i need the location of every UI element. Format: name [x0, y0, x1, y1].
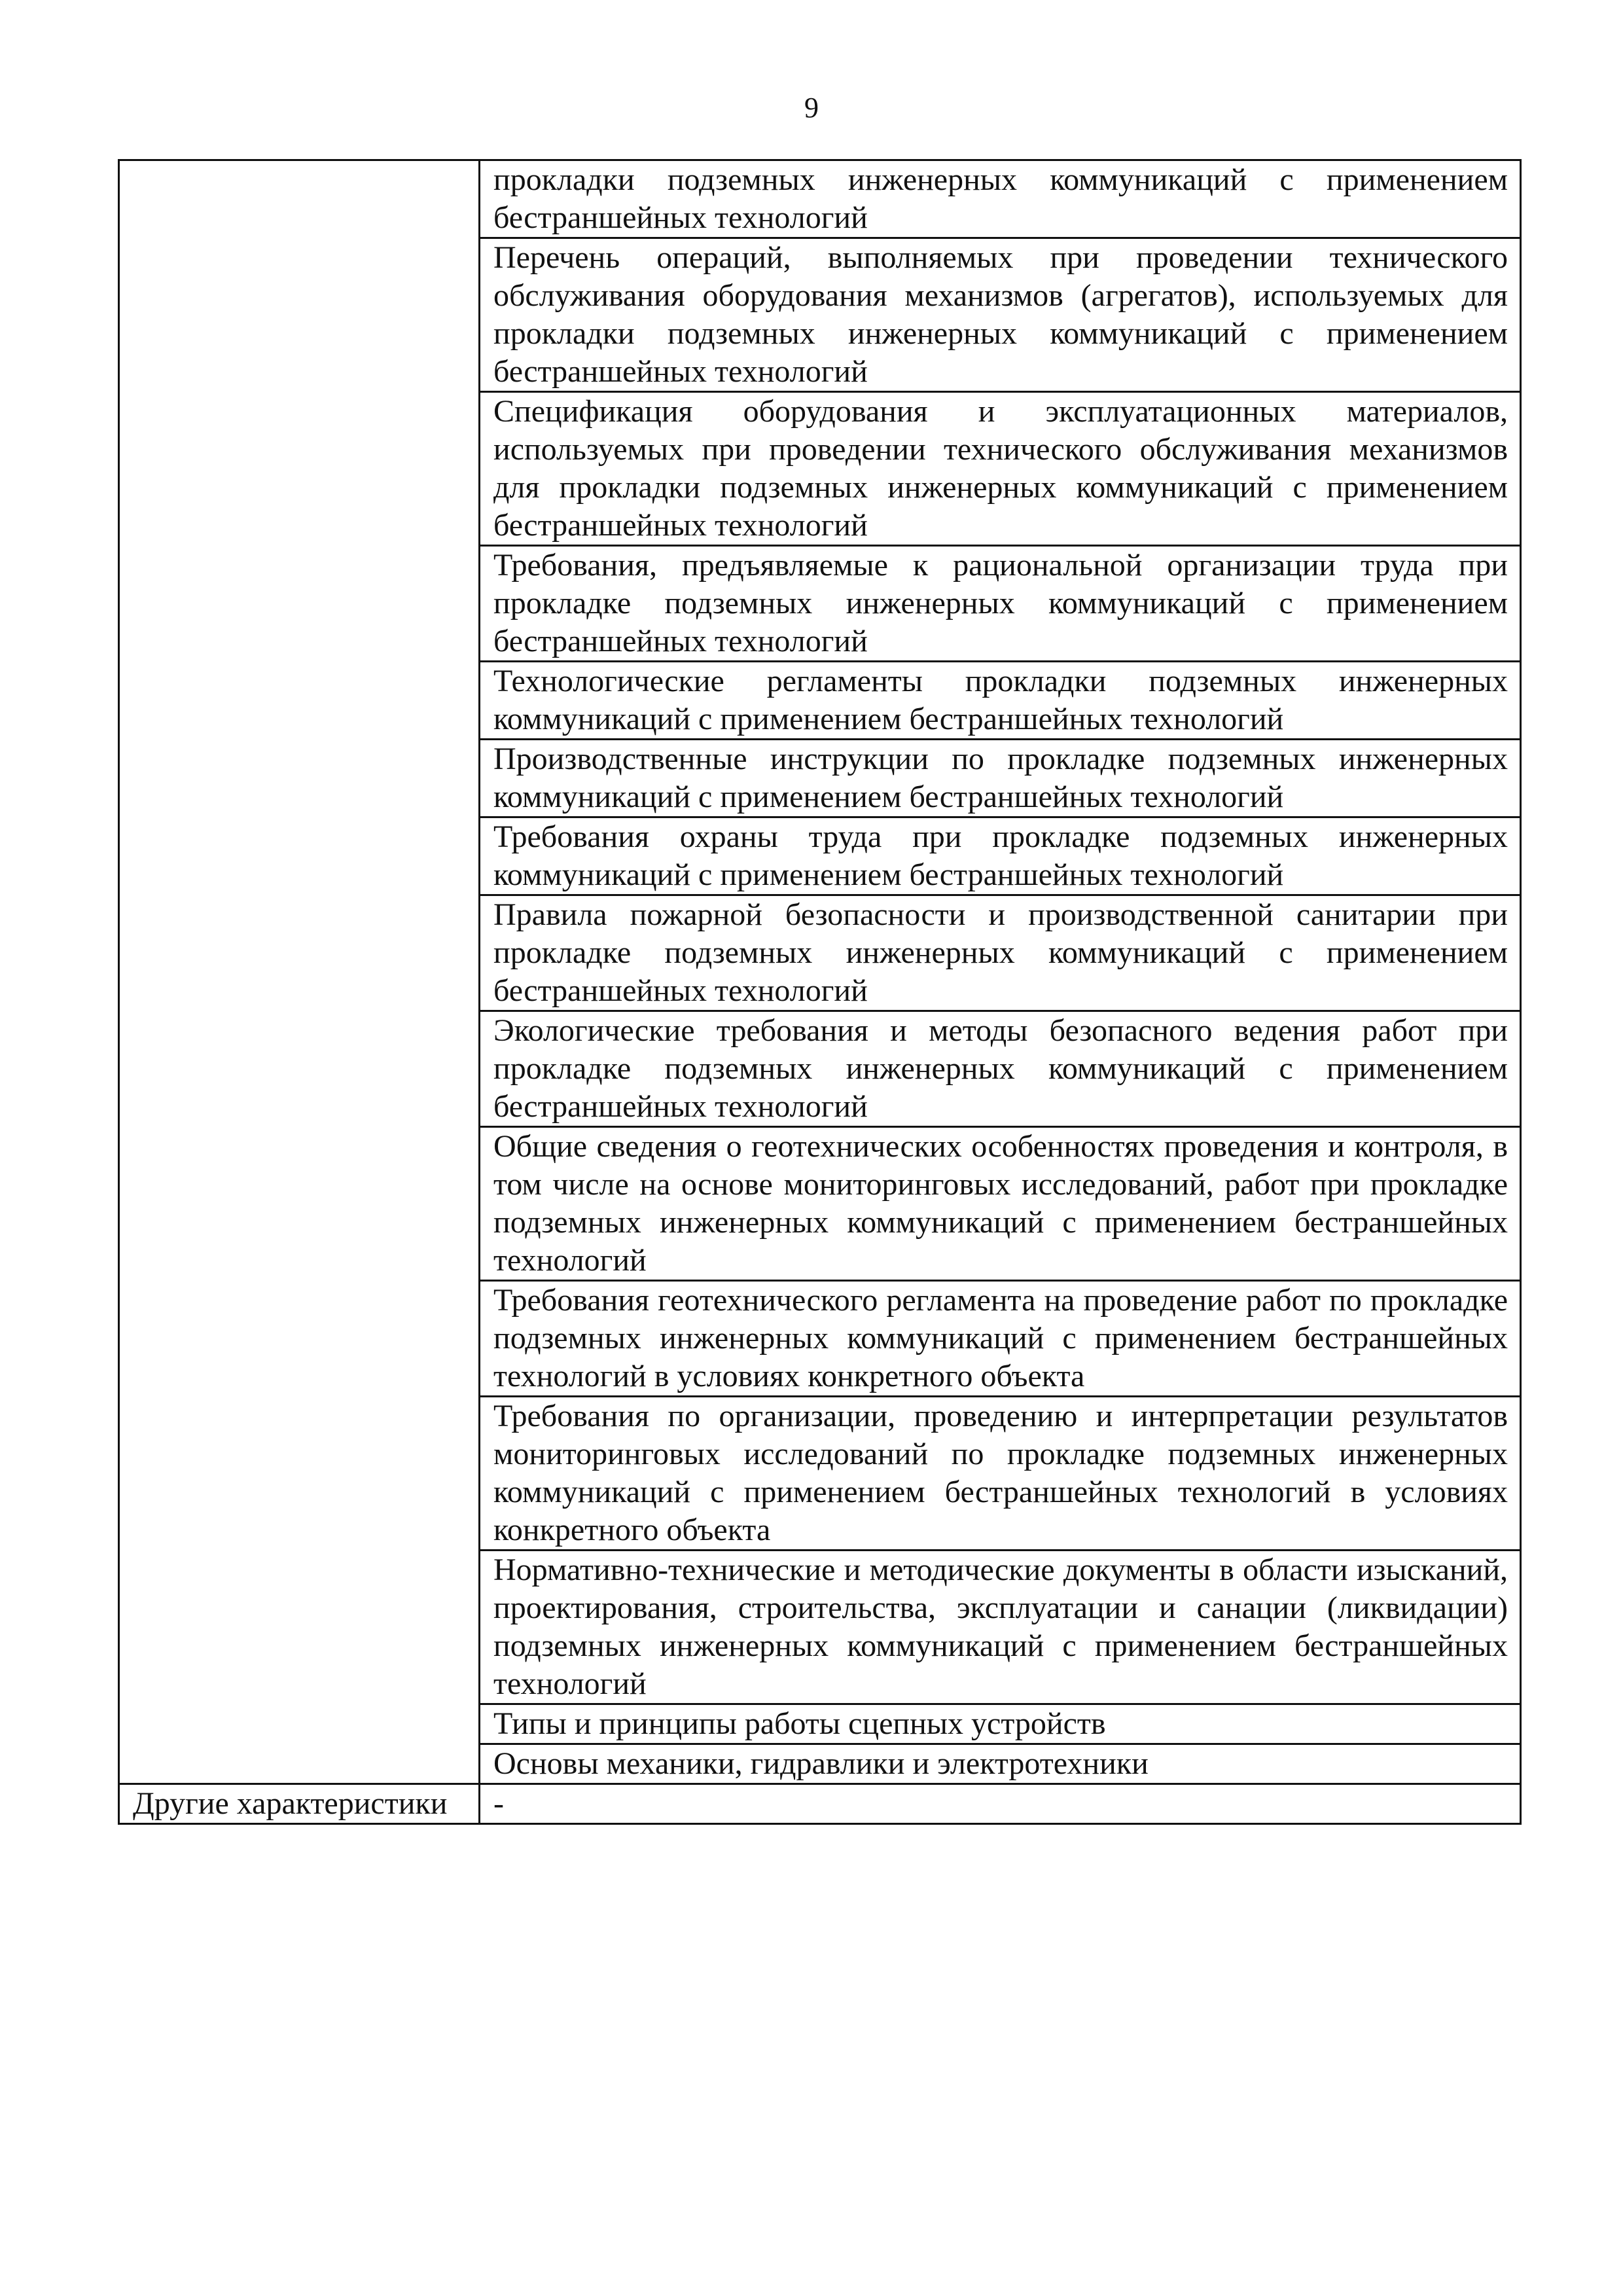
other-characteristics-value: -: [480, 1784, 1521, 1824]
table-cell: Требования геотехнического регламента на проведение работ по прокладке подземных инженерных коммуникаций с применением бестраншейных технологий в условиях конкретного объекта: [480, 1281, 1521, 1397]
table-cell: Экологические требования и методы безопасного ведения работ при прокладке подземных инженерных коммуникаций с применением бестраншейных технологий: [480, 1011, 1521, 1127]
table-cell: Производственные инструкции по прокладке подземных инженерных коммуникаций с применением бестраншейных технологий: [480, 740, 1521, 817]
knowledge-label-cell: [119, 160, 480, 1784]
table-cell: Типы и принципы работы сцепных устройств: [480, 1704, 1521, 1744]
table-row: [119, 160, 1521, 238]
table-cell: Спецификация оборудования и эксплуатационных материалов, используемых при проведении технического обслуживания механизмов для прокладки подземных инженерных коммуникаций с применением бестраншейных технологий: [480, 392, 1521, 546]
other-characteristics-label: Другие характеристики: [119, 1784, 480, 1824]
table-cell: Технологические регламенты прокладки подземных инженерных коммуникаций с применением бестраншейных технологий: [480, 662, 1521, 740]
page-number: 9: [804, 92, 819, 124]
table-cell: Нормативно-технические и методические документы в области изысканий, проектирования, строительства, эксплуатации и санации (ликвидации) подземных инженерных коммуникаций с применением бестраншейных технологий: [480, 1551, 1521, 1704]
table-cell: Общие сведения о геотехнических особенностях проведения и контроля, в том числе на основе мониторинговых исследований, работ при прокладке подземных инженерных коммуникаций с применением бестраншейных технологий: [480, 1127, 1521, 1281]
table-row: [119, 1784, 1521, 1824]
table-cell: Требования охраны труда при прокладке подземных инженерных коммуникаций с применением бестраншейных технологий: [480, 817, 1521, 895]
table-cell: прокладки подземных инженерных коммуникаций с применением бестраншейных технологий: [480, 160, 1521, 238]
table-cell: Требования, предъявляемые к рациональной организации труда при прокладке подземных инженерных коммуникаций с применением бестраншейных технологий: [480, 546, 1521, 662]
table-cell: Перечень операций, выполняемых при проведении технического обслуживания оборудования механизмов (агрегатов), используемых для прокладки подземных инженерных коммуникаций с применением бестраншейных технологий: [480, 238, 1521, 392]
table-cell: Правила пожарной безопасности и производственной санитарии при прокладке подземных инженерных коммуникаций с применением бестраншейных технологий: [480, 895, 1521, 1011]
table-cell: Требования по организации, проведению и интерпретации результатов мониторинговых исследований по прокладке подземных инженерных коммуникаций с применением бестраншейных технологий в условиях конкретного объекта: [480, 1397, 1521, 1551]
table-cell: Основы механики, гидравлики и электротехники: [480, 1744, 1521, 1784]
knowledge-table: [118, 159, 1522, 1825]
